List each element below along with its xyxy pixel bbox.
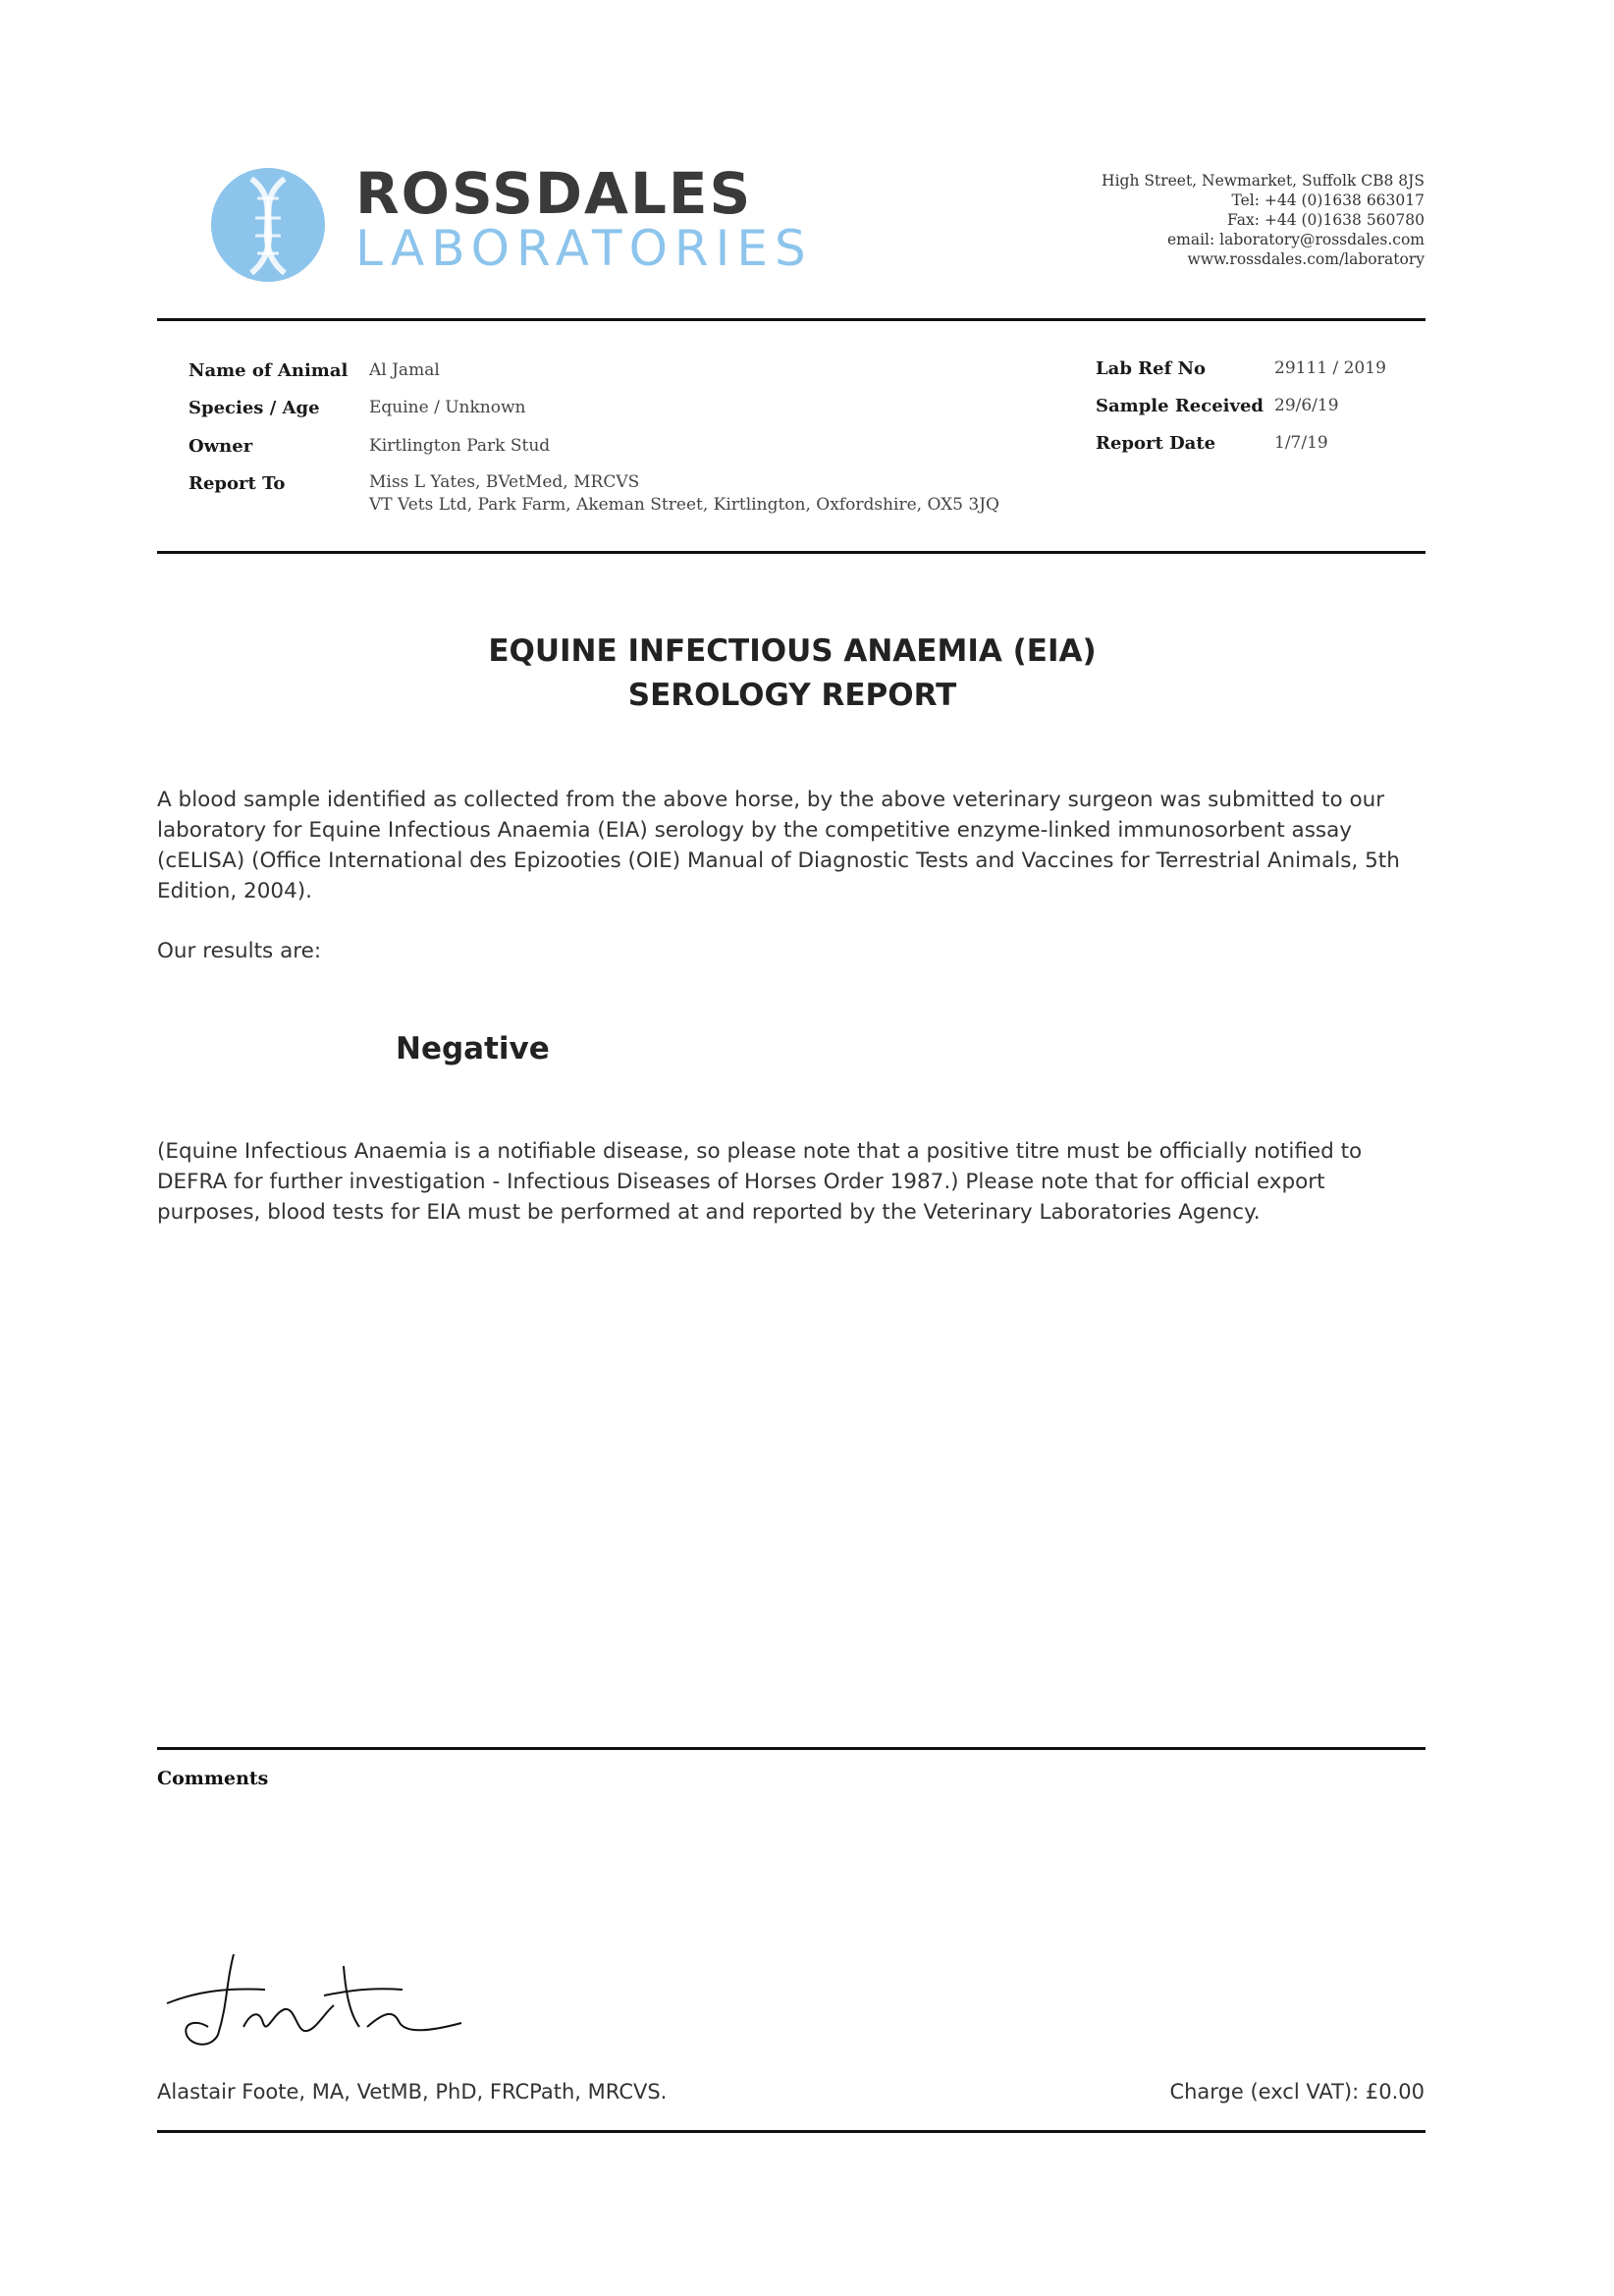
address-line: High Street, Newmarket, Suffolk CB8 8JS — [1102, 172, 1425, 190]
phone-line: Tel: +44 (0)1638 663017 — [1231, 191, 1425, 209]
report-date-value: 1/7/19 — [1274, 433, 1328, 453]
info-divider — [157, 551, 1426, 554]
report-date-label: Report Date — [1096, 433, 1216, 454]
test-result: Negative — [396, 1031, 550, 1066]
rossdales-logo-icon — [208, 165, 328, 285]
results-intro: Our results are: — [157, 939, 322, 963]
report-subtitle: SEROLOGY REPORT — [627, 678, 957, 713]
brand-name: ROSSDALES — [355, 160, 753, 227]
signer-name: Alastair Foote, MA, VetMB, PhD, FRCPath, MRCVS. — [157, 2080, 668, 2104]
comments-label: Comments — [157, 1768, 269, 1789]
lab-address — [1102, 171, 1425, 269]
species-label: Species / Age — [188, 398, 320, 418]
intro-paragraph: A blood sample identified as collected from the above horse, by the above veterinary surgeon was submitted to our laboratory for Equine Infectious Anaemia (EIA) serology by the competitive enzyme-linked immunosorbent assay (cELISA) (Office International des Epizooties (OIE) Manual of Diagnostic Tests and Vaccines for Terrestrial Animals, 5th Edition, 2004). — [157, 788, 1400, 903]
animal-name-label: Name of Animal — [188, 360, 349, 381]
notifiable-disease-note: (Equine Infectious Anaemia is a notifiable disease, so please note that a positive titre must be officially notified to DEFRA for further investigation - Infectious Diseases of Horses Order 1987.) Please note that for official export purposes, blood tests for EIA must be performed at and reported by the Veterinary Laboratories Agency. — [157, 1139, 1363, 1225]
species-value: Equine / Unknown — [369, 398, 526, 417]
owner-label: Owner — [188, 436, 253, 457]
charge-amount: Charge (excl VAT): £0.00 — [1169, 2080, 1425, 2104]
footer-divider — [157, 2130, 1426, 2133]
fax-line: Fax: +44 (0)1638 560780 — [1227, 211, 1425, 229]
animal-name-value: Al Jamal — [369, 360, 440, 380]
lab-ref-value: 29111 / 2019 — [1274, 358, 1386, 378]
email-line: email: laboratory@rossdales.com — [1166, 231, 1425, 248]
header-divider — [157, 318, 1426, 321]
sample-received-value: 29/6/19 — [1274, 396, 1339, 415]
website-line: www.rossdales.com/laboratory — [1187, 250, 1425, 268]
report-to-name: Miss L Yates, BVetMed, MRCVS — [369, 472, 640, 492]
sample-received-label: Sample Received — [1096, 396, 1264, 416]
report-to-address: VT Vets Ltd, Park Farm, Akeman Street, Kirtlington, Oxfordshire, OX5 3JQ — [369, 495, 999, 515]
report-title: EQUINE INFECTIOUS ANAEMIA (EIA) — [488, 633, 1097, 669]
brand-subtitle: LABORATORIES — [355, 220, 813, 277]
report-to-label: Report To — [188, 473, 286, 494]
comments-divider — [157, 1747, 1426, 1750]
lab-ref-label: Lab Ref No — [1096, 358, 1207, 379]
signature-image — [157, 1944, 491, 2052]
owner-value: Kirtlington Park Stud — [369, 436, 551, 456]
